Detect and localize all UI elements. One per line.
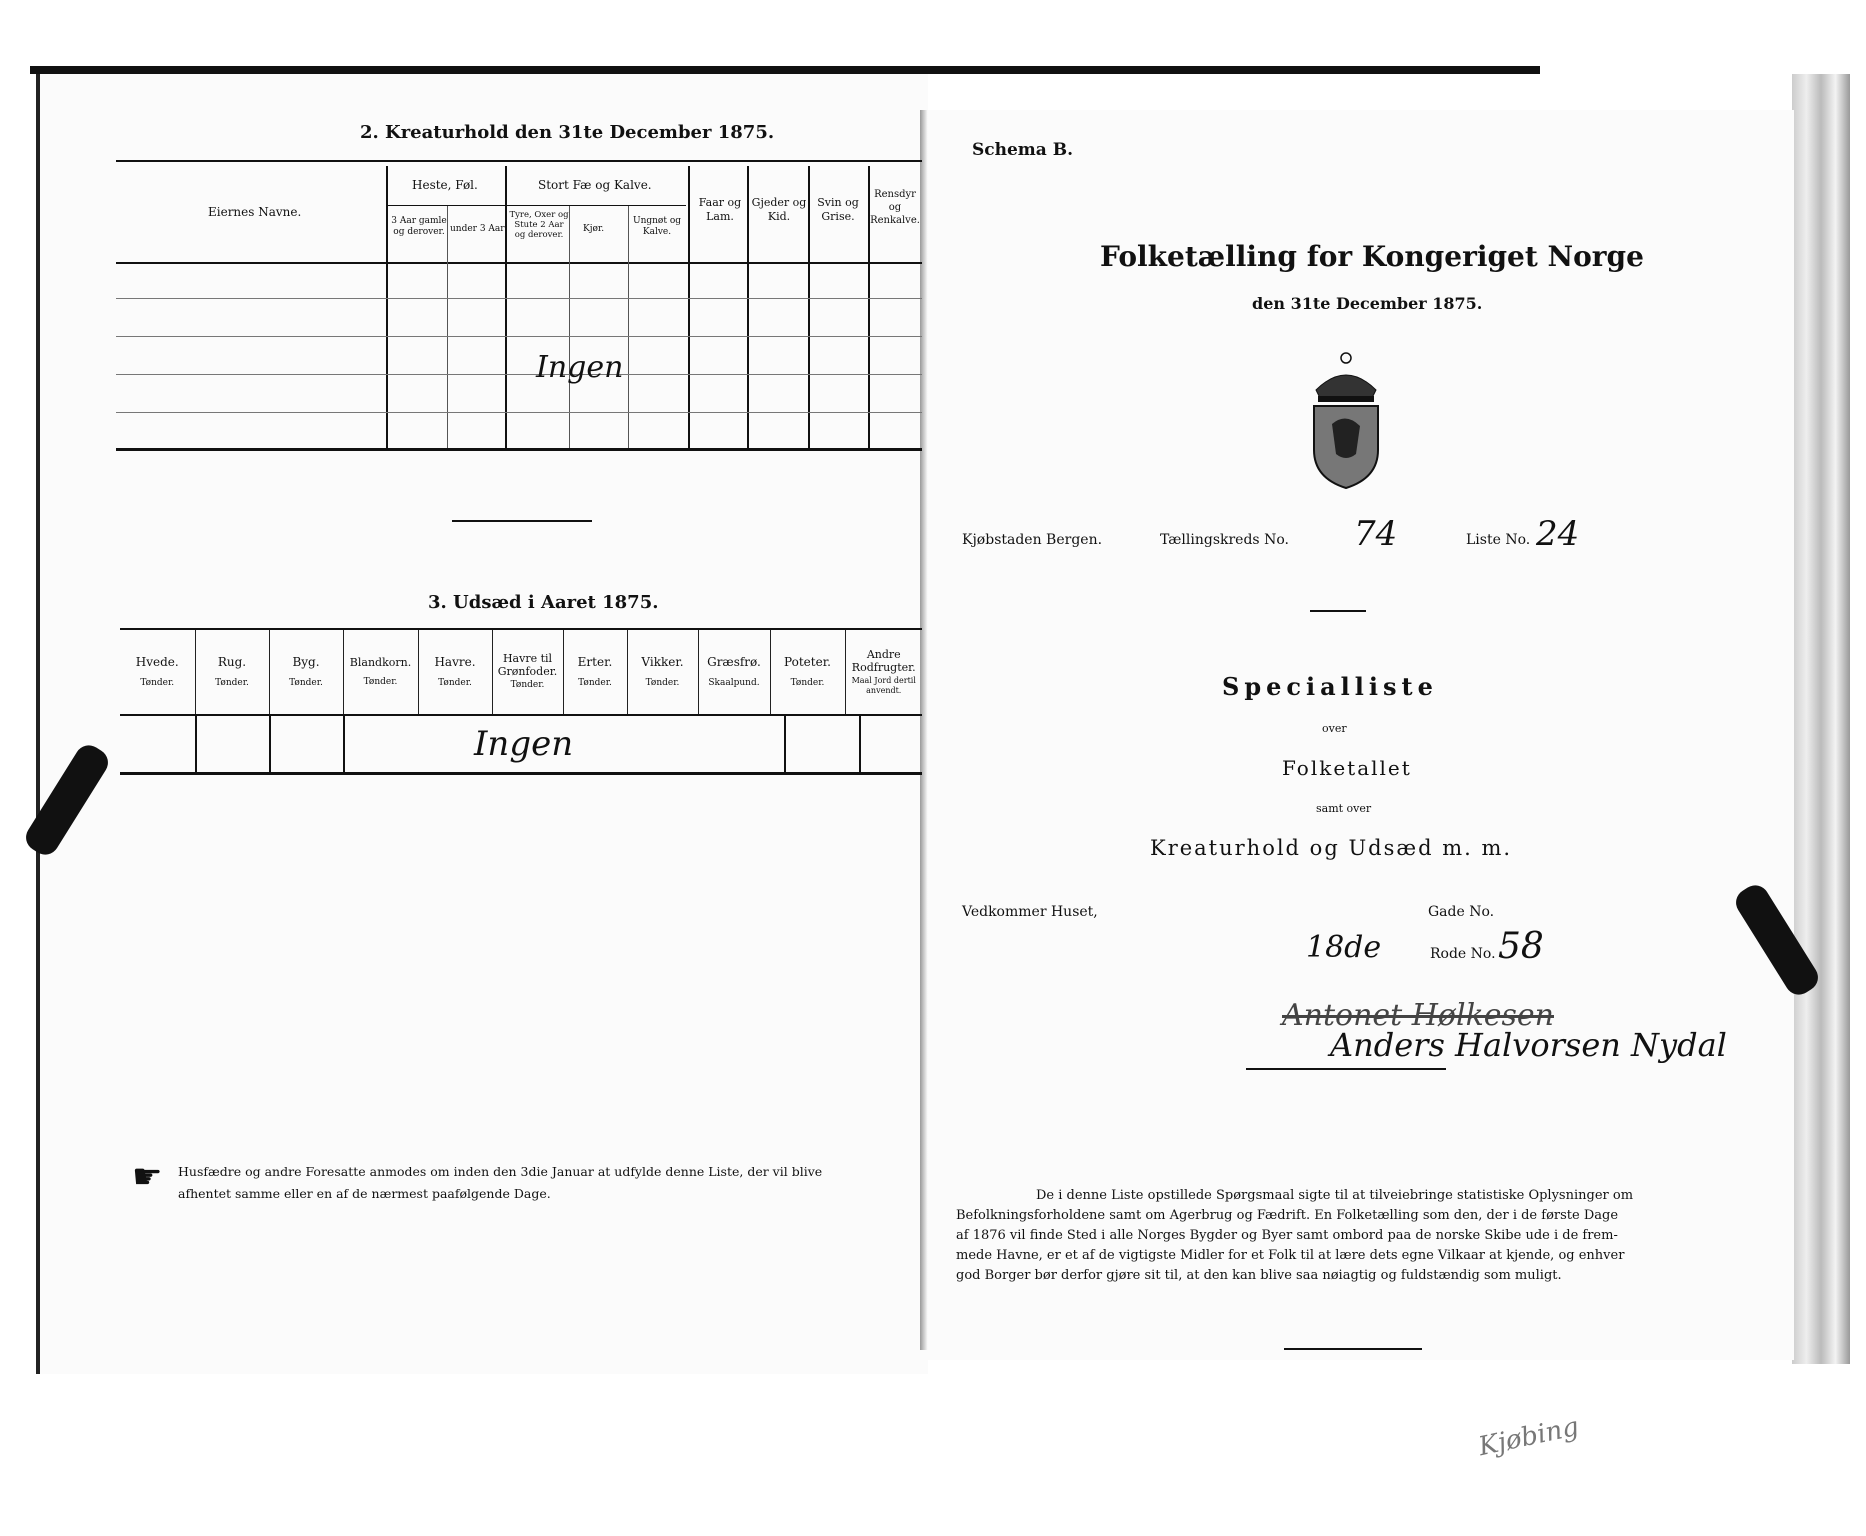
liste-label: Liste No. <box>1466 532 1531 548</box>
s3-v10 <box>859 714 861 772</box>
col-cattle-cows: Kjør. <box>583 224 605 234</box>
samt-over-label: samt over <box>1316 802 1372 815</box>
group-horses: Heste, Føl. <box>412 178 478 192</box>
coat-of-arms-icon <box>1306 350 1386 490</box>
section3-title: 3. Udsæd i Aaret 1875. <box>428 592 659 613</box>
rode-value: 58 <box>1498 926 1544 967</box>
kreds-value: 74 <box>1354 514 1398 554</box>
s2-v1 <box>386 166 388 448</box>
rode-label: Rode No. <box>1430 946 1496 962</box>
section3-header-rule <box>120 714 922 716</box>
s2-row3 <box>116 374 922 375</box>
col-graesfro: Græsfrø. Skaalpund. <box>698 630 770 714</box>
section3-handwritten-ingen: Ingen <box>474 724 574 764</box>
group-cattle: Stort Fæ og Kalve. <box>538 178 652 192</box>
liste-value: 24 <box>1536 514 1580 554</box>
schema-label: Schema B. <box>972 140 1074 160</box>
section-divider <box>452 520 592 522</box>
owner-name-struck: Antonet Hølkesen <box>1282 998 1554 1033</box>
over-label: over <box>1322 722 1347 735</box>
specialliste-title: Specialliste <box>1222 672 1438 701</box>
main-title: Folketælling for Kongeriget Norge <box>1100 240 1644 273</box>
footnote-line1: Husfædre og andre Foresatte anmodes om inden den 3die Januar at udfylde denne Liste, der vil blive <box>178 1164 823 1179</box>
paragraph-line-1: De i denne Liste opstillede Spørgsmaal sigte til at tilveiebringe statistiske Oplysninger om <box>1036 1188 1634 1203</box>
s2-row4 <box>116 412 922 413</box>
bottom-rule <box>1284 1348 1422 1350</box>
section3-header-table <box>120 630 922 714</box>
section2-title: 2. Kreaturhold den 31te December 1875. <box>360 122 775 143</box>
col-owner-names: Eiernes Navne. <box>208 205 302 219</box>
col-havre: Havre. Tønder. <box>418 630 492 714</box>
kjobstad-label: Kjøbstaden Bergen. <box>962 532 1103 548</box>
kreds-label: Tællingskreds No. <box>1160 532 1289 548</box>
col-vikker: Vikker. Tønder. <box>627 630 698 714</box>
col-hvede: Hvede. Tønder. <box>135 654 179 688</box>
col-horses-3plus: 3 Aar gamle og derover. <box>391 216 447 237</box>
folketallet-label: Folketallet <box>1282 756 1412 780</box>
census-date: den 31te December 1875. <box>1252 294 1483 313</box>
section2-top-rule <box>116 160 922 162</box>
name-underline <box>1246 1068 1446 1070</box>
paragraph-line-2: Befolkningsforholdene samt om Agerbrug og Fædrift. En Folketælling som den, der i de første Dage <box>956 1208 1619 1223</box>
footnote-line2: afhentet samme eller en af de nærmest paafølgende Dage. <box>178 1186 551 1201</box>
gutter <box>920 110 928 1350</box>
pointing-hand-icon: ☛ <box>132 1157 163 1197</box>
s3-v3 <box>343 714 345 772</box>
paragraph-line-5: god Borger bør derfor gjøre sit til, at den kan blive saa nøiagtig og fuldstændig som muligt. <box>956 1268 1562 1283</box>
s3-v9 <box>784 714 786 772</box>
col-cattle-young: Ungnøt og Kalve. <box>632 216 681 237</box>
col-goats: Gjeder og Kid. <box>751 196 807 224</box>
info-paragraph <box>956 1186 1746 1286</box>
col-reindeer: Rensdyr og Renkalve. <box>870 189 920 226</box>
gade-label: Gade No. <box>1428 904 1495 920</box>
col-rug: Rug. Tønder. <box>195 630 269 714</box>
section2-header-rule <box>116 262 922 264</box>
paragraph-line-3: af 1876 vil finde Sted i alle Norges Bygder og Byer samt ombord paa de norske Skibe ude i de frem- <box>956 1228 1618 1243</box>
col-byg: Byg. Tønder. <box>269 630 343 714</box>
short-rule-1 <box>1310 610 1366 612</box>
owner-name: Anders Halvorsen Nydal <box>1330 1026 1727 1064</box>
binder-top-edge <box>30 66 1540 74</box>
col-sheep: Faar og Lam. <box>698 196 742 224</box>
s2-v7 <box>747 166 749 448</box>
s2-v9 <box>868 166 870 448</box>
s2-v8 <box>808 166 810 448</box>
pencil-note: Kjøbing <box>1475 1411 1582 1463</box>
section3-bottom-rule <box>120 772 922 775</box>
s2-row1 <box>116 298 922 299</box>
kreatur-line: Kreaturhold og Udsæd m. m. <box>1150 836 1513 860</box>
col-erter: Erter. Tønder. <box>563 630 627 714</box>
section2-bottom-rule <box>116 448 922 451</box>
section2-handwritten-ingen: Ingen <box>536 350 624 385</box>
col-blandkorn: Blandkorn. Tønder. <box>343 630 418 714</box>
col-poteter: Poteter. Tønder. <box>770 630 845 714</box>
s2-h-sub1 <box>386 205 686 206</box>
s2-row2 <box>116 336 922 337</box>
rode-prefix: 18de <box>1306 930 1382 965</box>
col-havre-gronfoder: Havre til Grønfoder. Tønder. <box>492 630 563 714</box>
col-horses-under3: under 3 Aar <box>450 224 505 234</box>
col-cattle-bulls: Tyre, Oxer og Stute 2 Aar og derover. <box>509 210 569 240</box>
col-pigs: Svin og Grise. <box>817 196 859 224</box>
paragraph-line-4: mede Havne, er et af de vigtigste Midler for et Folk til at lære dets egne Vilkaar at kjende, og enhver <box>956 1248 1625 1263</box>
s3-v2 <box>269 714 271 772</box>
vedkommer-label: Vedkommer Huset, <box>962 904 1098 920</box>
col-andre-rodfrugter: Andre Rodfrugter. Maal Jord dertil anvendt. <box>845 630 922 714</box>
s2-v6 <box>688 166 690 448</box>
s3-v1 <box>195 714 197 772</box>
binder-right-edge <box>1792 74 1850 1364</box>
s2-v3 <box>505 166 507 448</box>
